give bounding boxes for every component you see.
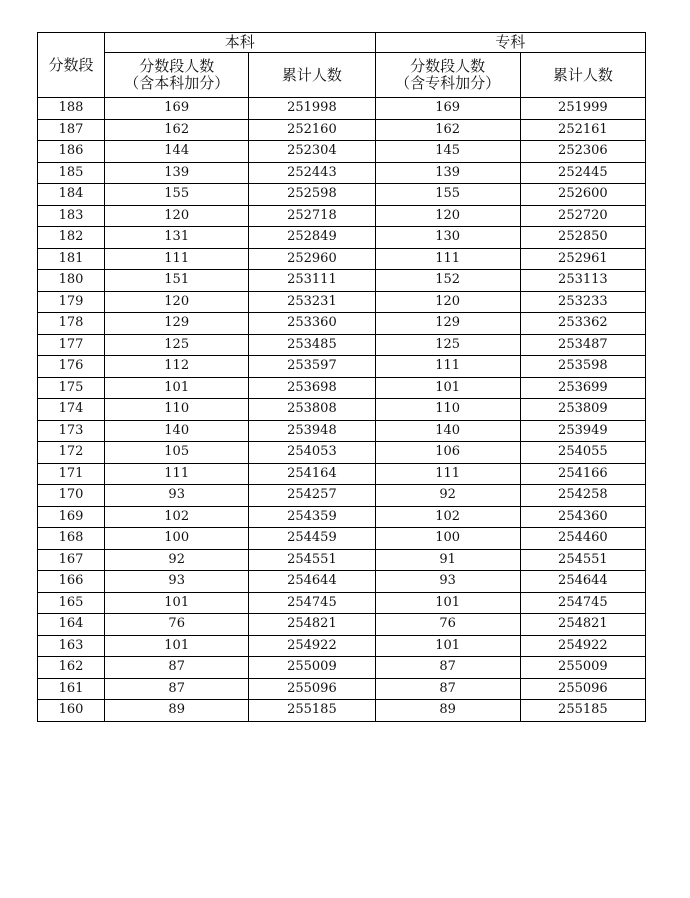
header-line: 累计人数 [281, 65, 342, 84]
zhuanke-cumulative-cell: 253598 [520, 356, 645, 378]
table-row [38, 549, 646, 571]
zhuanke-count-cell: 92 [375, 485, 520, 507]
zhuanke-cumulative-cell: 254360 [520, 506, 645, 528]
benke-count-cell: 105 [105, 442, 249, 464]
score-cell: 165 [38, 592, 105, 614]
table-row [38, 614, 646, 636]
table-row [38, 227, 646, 249]
benke-count-cell: 129 [105, 313, 249, 335]
benke-cumulative-cell: 251998 [249, 98, 375, 120]
benke-cumulative-cell: 254359 [249, 506, 375, 528]
score-cell: 184 [38, 184, 105, 206]
score-cell: 178 [38, 313, 105, 335]
score-cell: 179 [38, 291, 105, 313]
zhuanke-cumulative-cell: 254745 [520, 592, 645, 614]
header-line: 分数段人数 [410, 57, 486, 75]
score-cell: 173 [38, 420, 105, 442]
benke-cumulative-cell: 252160 [249, 119, 375, 141]
score-cell: 185 [38, 162, 105, 184]
table-body [38, 98, 646, 722]
benke-count-cell: 93 [105, 571, 249, 593]
table-row [38, 463, 646, 485]
zhuanke-cumulative-cell: 253362 [520, 313, 645, 335]
score-cell: 169 [38, 506, 105, 528]
benke-cumulative-cell: 254053 [249, 442, 375, 464]
benke-count-cell: 144 [105, 141, 249, 163]
table-row [38, 528, 646, 550]
group-header-zhuanke: 专科 [375, 33, 645, 53]
score-cell: 177 [38, 334, 105, 356]
table-row [38, 313, 646, 335]
zhuanke-count-cell: 87 [375, 678, 520, 700]
header-line: 分数段人数 [139, 57, 215, 75]
zhuanke-cumulative-cell: 253113 [520, 270, 645, 292]
zhuanke-cumulative-cell: 252720 [520, 205, 645, 227]
benke-cumulative-cell: 254644 [249, 571, 375, 593]
zhuanke-count-cell: 162 [375, 119, 520, 141]
benke-count-cell: 125 [105, 334, 249, 356]
zhuanke-cumulative-cell: 254460 [520, 528, 645, 550]
table-row [38, 98, 646, 120]
zhuanke-cumulative-cell: 254551 [520, 549, 645, 571]
score-cell: 186 [38, 141, 105, 163]
zhuanke-count-cell: 101 [375, 592, 520, 614]
benke-count-cell: 87 [105, 657, 249, 679]
benke-count-cell: 101 [105, 377, 249, 399]
benke-cumulative-cell: 255009 [249, 657, 375, 679]
benke-cumulative-cell: 254821 [249, 614, 375, 636]
score-cell: 167 [38, 549, 105, 571]
zhuanke-count-cell: 129 [375, 313, 520, 335]
benke-count-cell: 100 [105, 528, 249, 550]
group-header-benke: 本科 [105, 33, 375, 53]
benke-count-cell: 89 [105, 700, 249, 722]
benke-count-cell: 102 [105, 506, 249, 528]
score-cell: 164 [38, 614, 105, 636]
benke-cumulative-cell: 255096 [249, 678, 375, 700]
zhuanke-cumulative-cell: 253487 [520, 334, 645, 356]
zhuanke-count-cell: 125 [375, 334, 520, 356]
zhuanke-count-cell: 106 [375, 442, 520, 464]
benke-count-cell: 120 [105, 205, 249, 227]
benke-count-cell: 92 [105, 549, 249, 571]
zhuanke-count-cell: 152 [375, 270, 520, 292]
benke-cumulative-cell: 254257 [249, 485, 375, 507]
benke-cumulative-cell: 253360 [249, 313, 375, 335]
score-cell: 160 [38, 700, 105, 722]
benke-cumulative-cell: 252598 [249, 184, 375, 206]
table-row [38, 420, 646, 442]
benke-count-cell: 110 [105, 399, 249, 421]
benke-count-cell: 151 [105, 270, 249, 292]
score-cell: 175 [38, 377, 105, 399]
score-cell: 162 [38, 657, 105, 679]
zhuanke-count-cell: 140 [375, 420, 520, 442]
benke-count-cell: 169 [105, 98, 249, 120]
benke-count-cell: 155 [105, 184, 249, 206]
table-row [38, 485, 646, 507]
zhuanke-count-cell: 155 [375, 184, 520, 206]
zhuanke-count-cell: 101 [375, 377, 520, 399]
zhuanke-cumulative-cell: 252850 [520, 227, 645, 249]
benke-count-cell: 139 [105, 162, 249, 184]
score-distribution-table [37, 32, 646, 722]
score-cell: 163 [38, 635, 105, 657]
benke-cumulative-cell: 253231 [249, 291, 375, 313]
benke-count-cell: 101 [105, 592, 249, 614]
score-cell: 174 [38, 399, 105, 421]
benke-cumulative-cell: 252849 [249, 227, 375, 249]
zhuanke-cumulative-cell: 252445 [520, 162, 645, 184]
benke-cumulative-cell: 253485 [249, 334, 375, 356]
zhuanke-count-cell: 101 [375, 635, 520, 657]
table-row [38, 119, 646, 141]
benke-cumulative-cell: 254922 [249, 635, 375, 657]
benke-count-cell: 111 [105, 248, 249, 270]
zhuanke-cumulative-cell: 254258 [520, 485, 645, 507]
benke-cumulative-cell: 254164 [249, 463, 375, 485]
header-note: （含本科加分） [124, 74, 230, 92]
table-row [38, 442, 646, 464]
score-cell: 182 [38, 227, 105, 249]
benke-count-cell: 101 [105, 635, 249, 657]
table-row [38, 356, 646, 378]
score-column-header: 分数段 [38, 33, 105, 98]
table-row [38, 592, 646, 614]
zhuanke-cumulative-cell: 252961 [520, 248, 645, 270]
benke-cumulative-cell: 253597 [249, 356, 375, 378]
zhuanke-count-cell: 130 [375, 227, 520, 249]
score-cell: 168 [38, 528, 105, 550]
zhuanke-count-cell: 76 [375, 614, 520, 636]
zhuanke-cumulative-cell: 252600 [520, 184, 645, 206]
benke-count-cell: 93 [105, 485, 249, 507]
table-row [38, 162, 646, 184]
zhuanke-count-cell: 87 [375, 657, 520, 679]
score-cell: 180 [38, 270, 105, 292]
header-line: 累计人数 [552, 65, 613, 84]
table-row [38, 657, 646, 679]
benke-count-cell: 87 [105, 678, 249, 700]
table-row [38, 205, 646, 227]
zhuanke-cumulative-cell: 253809 [520, 399, 645, 421]
score-cell: 181 [38, 248, 105, 270]
benke-cumulative-cell: 254459 [249, 528, 375, 550]
zhuanke-cumulative-cell: 252306 [520, 141, 645, 163]
table-row [38, 141, 646, 163]
zhuanke-count-cell: 89 [375, 700, 520, 722]
table-row [38, 248, 646, 270]
benke-cumulative-header [249, 53, 375, 98]
zhuanke-cumulative-header [520, 53, 645, 98]
zhuanke-cumulative-cell: 255096 [520, 678, 645, 700]
zhuanke-cumulative-cell: 253233 [520, 291, 645, 313]
benke-cumulative-cell: 254551 [249, 549, 375, 571]
header-note: （含专科加分） [395, 74, 501, 92]
score-cell: 176 [38, 356, 105, 378]
score-cell: 171 [38, 463, 105, 485]
zhuanke-count-cell: 120 [375, 205, 520, 227]
zhuanke-cumulative-cell: 254055 [520, 442, 645, 464]
score-cell: 187 [38, 119, 105, 141]
benke-cumulative-cell: 254745 [249, 592, 375, 614]
zhuanke-count-cell: 120 [375, 291, 520, 313]
benke-cumulative-cell: 252960 [249, 248, 375, 270]
zhuanke-count-header [375, 53, 520, 98]
benke-count-cell: 112 [105, 356, 249, 378]
zhuanke-count-cell: 111 [375, 248, 520, 270]
zhuanke-cumulative-cell: 255185 [520, 700, 645, 722]
score-cell: 172 [38, 442, 105, 464]
benke-cumulative-cell: 253948 [249, 420, 375, 442]
table-row [38, 506, 646, 528]
benke-cumulative-cell: 253111 [249, 270, 375, 292]
table-row [38, 291, 646, 313]
table-row [38, 700, 646, 722]
table-row [38, 399, 646, 421]
benke-count-header [105, 53, 249, 98]
zhuanke-cumulative-cell: 254821 [520, 614, 645, 636]
benke-cumulative-cell: 252718 [249, 205, 375, 227]
benke-count-cell: 162 [105, 119, 249, 141]
zhuanke-cumulative-cell: 253699 [520, 377, 645, 399]
benke-count-cell: 76 [105, 614, 249, 636]
group-header-row [38, 33, 646, 53]
table-row [38, 184, 646, 206]
benke-count-cell: 140 [105, 420, 249, 442]
score-cell: 183 [38, 205, 105, 227]
zhuanke-count-cell: 169 [375, 98, 520, 120]
zhuanke-count-cell: 111 [375, 356, 520, 378]
benke-cumulative-cell: 253808 [249, 399, 375, 421]
table-row [38, 334, 646, 356]
benke-cumulative-cell: 253698 [249, 377, 375, 399]
benke-cumulative-cell: 252443 [249, 162, 375, 184]
benke-cumulative-cell: 252304 [249, 141, 375, 163]
score-cell: 161 [38, 678, 105, 700]
zhuanke-cumulative-cell: 254166 [520, 463, 645, 485]
score-cell: 170 [38, 485, 105, 507]
zhuanke-cumulative-cell: 254922 [520, 635, 645, 657]
zhuanke-cumulative-cell: 255009 [520, 657, 645, 679]
zhuanke-cumulative-cell: 254644 [520, 571, 645, 593]
score-cell: 188 [38, 98, 105, 120]
zhuanke-count-cell: 102 [375, 506, 520, 528]
benke-count-cell: 120 [105, 291, 249, 313]
zhuanke-count-cell: 100 [375, 528, 520, 550]
zhuanke-cumulative-cell: 253949 [520, 420, 645, 442]
benke-count-cell: 111 [105, 463, 249, 485]
zhuanke-count-cell: 139 [375, 162, 520, 184]
zhuanke-count-cell: 145 [375, 141, 520, 163]
zhuanke-count-cell: 93 [375, 571, 520, 593]
zhuanke-count-cell: 111 [375, 463, 520, 485]
table-row [38, 678, 646, 700]
table-row [38, 571, 646, 593]
zhuanke-count-cell: 110 [375, 399, 520, 421]
zhuanke-count-cell: 91 [375, 549, 520, 571]
benke-cumulative-cell: 255185 [249, 700, 375, 722]
benke-count-cell: 131 [105, 227, 249, 249]
table-row [38, 270, 646, 292]
table-row [38, 635, 646, 657]
sub-header-row [38, 53, 646, 98]
table-row [38, 377, 646, 399]
score-cell: 166 [38, 571, 105, 593]
zhuanke-cumulative-cell: 252161 [520, 119, 645, 141]
zhuanke-cumulative-cell: 251999 [520, 98, 645, 120]
